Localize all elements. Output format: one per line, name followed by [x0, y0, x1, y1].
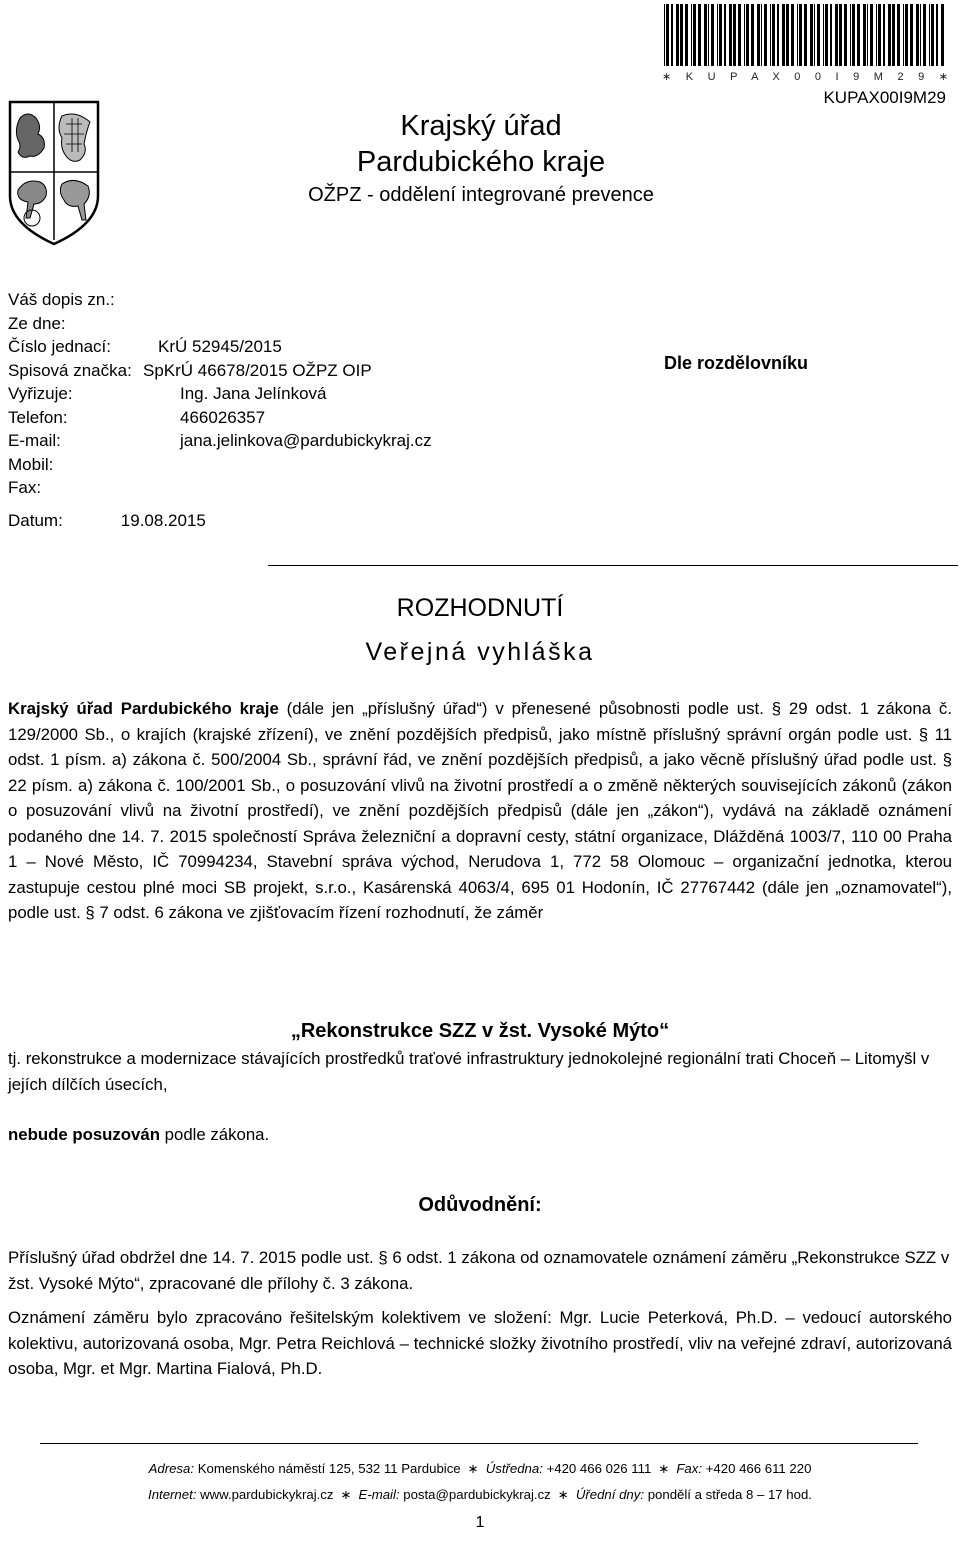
coat-of-arms-icon	[6, 100, 102, 246]
footer-line-2: Internet: www.pardubickykraj.cz ∗ E-mail: posta@pardubickykraj.cz ∗ Úřední dny: pondělí a středa 8 – 17 hod.	[148, 1487, 812, 1502]
footer-line-1: Adresa: Komenského náměstí 125, 532 11 Pardubice ∗ Ústředna: +420 466 026 111 ∗ Fax: +420 466 611 220	[148, 1461, 812, 1476]
barcode-bar	[738, 4, 741, 66]
barcode-bar	[852, 4, 855, 66]
barcode-bar	[903, 4, 904, 66]
info-row-email: E-mail: jana.jelinkova@pardubickykraj.cz	[8, 431, 432, 450]
barcode-bar	[680, 4, 683, 66]
paragraph-decision: Krajský úřad Pardubického kraje (dále jen „příslušný úřad“) v přenesené působnosti podle ust. § 29 odst. 1 zákona č. 129/2000 Sb., o krajích (krajské zřízení), ve znění pozdějších předpisů, jako místně příslušný správní orgán podle ust. § 11 odst. 1 písm. a) zákona č. 500/2004 Sb., správní řád, ve znění pozdějších předpisů, a jako věcně příslušný úřad podle ust. § 22 písm. a) zákona č. 100/2001 Sb., o posuzování vlivů na životní prostředí a o změně některých souvisejících zákonů (zákon o posuzování vlivů na životní prostředí), ve znění pozdějších předpisů (dále jen „zákon“), vydává na základě oznámení podaného dne 14. 7. 2015 společností Správa železniční a dopravní cesty, státní organizace, Dlážděná 1003/7, 110 00 Praha 1 – Nové Město, IČ 70994234, Stavební správa východ, Nerudova 1, 772 58 Olomouc – organizační jednotka, kterou zastupuje cestou plné moci SB projekt, s.r.o., Kasárenská 4063/4, 695 01 Hodonín, IČ 27767442 (dále jen „oznamovatel“), podle ust. § 7 odst. 6 zákona ve zjišťovacím řízení rozhodnutí, že záměr	[8, 699, 952, 922]
barcode-bar	[761, 4, 762, 66]
barcode-bar	[867, 4, 868, 66]
separator-icon: ∗	[658, 1461, 670, 1476]
barcode-bar	[830, 4, 832, 66]
barcode-bar	[757, 4, 760, 66]
barcode-bar	[835, 4, 838, 66]
paragraph-verdict: nebude posuzován podle zákona.	[8, 1125, 270, 1144]
authority-header	[250, 108, 712, 210]
barcode-bar	[746, 4, 749, 66]
separator-icon: ∗	[557, 1487, 569, 1502]
barcode-bar	[772, 4, 775, 66]
section-heading-reasoning: Odůvodnění:	[418, 1194, 542, 1216]
recipient: Dle rozdělovníku	[664, 353, 809, 373]
barcode-bar	[870, 4, 873, 66]
date-value: 19.08.2015	[120, 511, 206, 530]
barcode-bar	[786, 4, 789, 66]
barcode-bar	[863, 4, 866, 66]
barcode-bar	[897, 4, 900, 66]
barcode-bar	[693, 4, 696, 66]
barcode-bar	[823, 4, 824, 66]
barcode-bar	[844, 4, 847, 66]
footer-email-link[interactable]: posta@pardubickykraj.cz	[403, 1487, 551, 1502]
authority-region: Pardubického kraje	[356, 146, 606, 178]
info-row-cislo-jednaci: Číslo jednací: KrÚ 52945/2015	[8, 337, 282, 356]
barcode-bar	[671, 4, 673, 66]
barcode-bar	[691, 4, 692, 66]
barcode-bar	[685, 4, 688, 66]
barcode-bar	[708, 4, 709, 66]
barcode-bar	[923, 4, 926, 66]
barcode-bar	[799, 4, 802, 66]
barcode-bar	[916, 4, 919, 66]
barcode-bar	[717, 4, 718, 66]
barcode-bar	[888, 4, 891, 66]
footer-divider	[40, 1443, 918, 1444]
barcode-bar	[920, 4, 921, 66]
barcode-bar	[876, 4, 877, 66]
barcode-bar	[791, 4, 794, 66]
info-row-ze-dne: Ze dne:	[8, 313, 66, 333]
barcode-bar	[733, 4, 736, 66]
separator-icon: ∗	[467, 1461, 479, 1476]
barcode-bar	[878, 4, 881, 66]
barcode-bar	[941, 4, 944, 66]
barcode-bar	[751, 4, 754, 66]
barcode-bar	[910, 4, 913, 66]
info-row-vas-dopis: Váš dopis zn.:	[8, 290, 115, 309]
info-row-fax: Fax:	[8, 478, 42, 497]
barcode-bar	[764, 4, 767, 66]
barcode-bar	[664, 4, 665, 66]
barcode-bar	[666, 4, 669, 66]
paragraph-reasoning-2: Oznámení záměru bylo zpracováno řešitelským kolektivem ve složení: Mgr. Lucie Peterková, Ph.D. – vedoucí autorského kolektivu, autorizovaná osoba, Mgr. Petra Reichlová – technické složky životního prostředí, vliv na veřejné zdraví, autorizovaná osoba, Mgr. et Mgr. Martina Fialová, Ph.D.	[8, 1308, 952, 1378]
barcode-bar	[729, 4, 732, 66]
barcode-bar	[936, 4, 938, 66]
letter-info	[8, 288, 432, 500]
barcode-bar	[814, 4, 815, 66]
authority-name: Krajský úřad	[400, 110, 562, 142]
decision-subtitle: Veřejná vyhláška	[365, 638, 595, 666]
info-row-spisova-znacka: Spisová značka: SpKrÚ 46678/2015 OŽPZ OIP	[8, 360, 372, 380]
barcode-bar	[931, 4, 934, 66]
barcode-bar	[698, 4, 701, 66]
paragraph-project-description: tj. rekonstrukce a modernizace stávajících prostředků traťové infrastruktury jednokolejné regionální trati Choceň – Litomyšl v jejích dílčích úsecích,	[8, 1049, 930, 1094]
barcode-bar	[676, 4, 679, 66]
date-label: Datum:	[8, 511, 63, 530]
divider	[268, 565, 958, 566]
info-row-mobil: Mobil:	[8, 454, 54, 474]
barcode-bar	[711, 4, 714, 66]
footer-website-link[interactable]: www.pardubickykraj.cz	[200, 1487, 334, 1502]
barcode-bar	[719, 4, 722, 66]
barcode-text: ∗ K U P A X 0 0 I 9 M 2 9 ∗	[662, 71, 948, 83]
decision-title: ROZHODNUTÍ	[396, 594, 564, 622]
barcode-bar	[850, 4, 851, 66]
info-row-telefon: Telefon: 466026357	[8, 407, 266, 427]
barcode-bar	[857, 4, 860, 66]
separator-icon: ∗	[340, 1487, 352, 1502]
barcode-bar	[704, 4, 707, 66]
date-row	[8, 511, 206, 531]
barcode-bar	[777, 4, 779, 66]
barcode-bar	[724, 4, 726, 66]
barcode-bar	[817, 4, 820, 66]
barcode-bar	[825, 4, 828, 66]
barcode-bar	[883, 4, 885, 66]
barcode-bar	[905, 4, 908, 66]
barcode	[662, 4, 948, 66]
barcode-bar	[804, 4, 807, 66]
info-row-vyrizuje: Vyřizuje: Ing. Jana Jelínková	[8, 384, 327, 403]
barcode-bar	[744, 4, 745, 66]
barcode-bar	[770, 4, 771, 66]
document-id: KUPAX00I9M29	[823, 88, 946, 107]
page-number: 1	[475, 1514, 485, 1531]
barcode-bar	[892, 4, 895, 66]
barcode-bar	[797, 4, 798, 66]
barcode-bar	[839, 4, 842, 66]
project-title: „Rekonstrukce SZZ v žst. Vysoké Mýto“	[290, 1020, 670, 1042]
barcode-bar	[929, 4, 930, 66]
department-name: OŽPZ - oddělení integrované prevence	[308, 184, 654, 206]
barcode-bar	[782, 4, 785, 66]
paragraph-reasoning-1: Příslušný úřad obdržel dne 14. 7. 2015 podle ust. § 6 odst. 1 zákona od oznamovatele oznámení záměru „Rekonstrukce SZZ v žst. Vysoké Mýto“, zpracované dle přílohy č. 3 zákona.	[8, 1248, 950, 1293]
barcode-bar	[810, 4, 813, 66]
